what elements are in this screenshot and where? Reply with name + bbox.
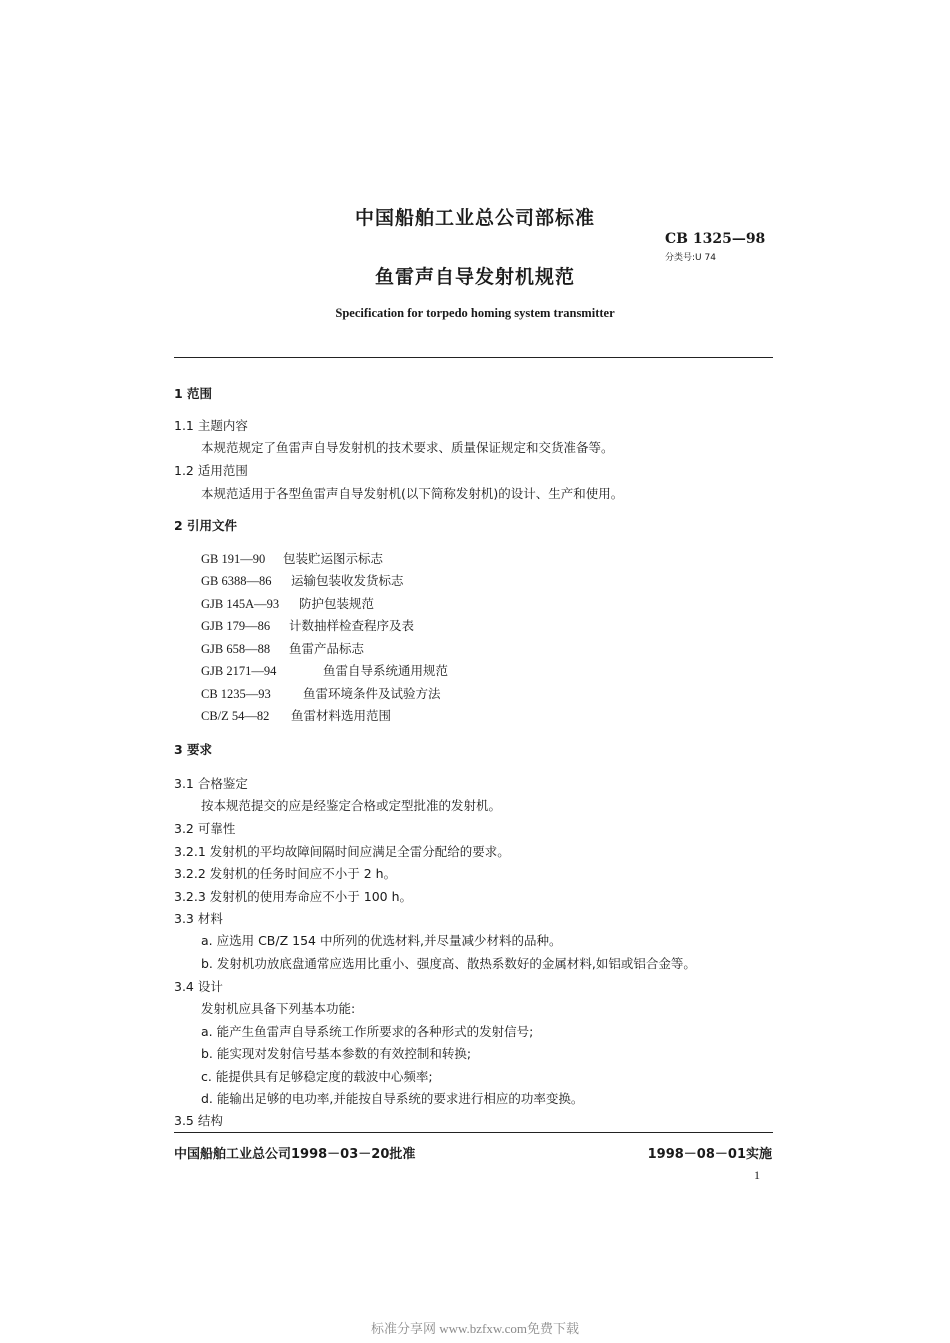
section-1-heading: 1 范围 [174, 386, 213, 401]
footer-divider [174, 1132, 773, 1133]
reference-title: 包装贮运图示标志 [283, 551, 384, 566]
reference-title: 鱼雷材料选用范围 [291, 708, 392, 723]
section-3-2-heading: 3.2 可靠性 [174, 821, 236, 836]
page-number: 1 [754, 1168, 760, 1182]
issuing-organization: 中国船舶工业总公司部标准 [354, 207, 595, 229]
reference-item [201, 618, 414, 634]
effective-date: 1998－08－01实施 [647, 1147, 772, 1162]
reference-item [201, 641, 364, 657]
section-3-heading: 3 要求 [174, 742, 213, 757]
reference-code: GB 6388—86 [201, 574, 272, 588]
classification-number: 分类号:U 74 [665, 253, 716, 263]
section-3-1-text: 按本规范提交的应是经鉴定合格或定型批准的发射机。 [201, 798, 502, 813]
section-3-2-1: 3.2.1 发射机的平均故障间隔时间应满足全雷分配给的要求。 [174, 844, 510, 859]
section-3-4-heading: 3.4 设计 [174, 979, 223, 994]
section-3-5-heading: 3.5 结构 [174, 1113, 223, 1128]
header-divider [174, 357, 773, 358]
reference-code: GJB 179—86 [201, 619, 271, 633]
reference-title: 鱼雷产品标志 [289, 641, 365, 656]
reference-title: 防护包装规范 [299, 596, 375, 611]
section-3-4-item-b: b. 能实现对发射信号基本参数的有效控制和转换; [201, 1046, 472, 1061]
standard-code: CB 1325—98 [665, 231, 766, 247]
section-3-1-heading: 3.1 合格鉴定 [174, 776, 248, 791]
section-1-2-heading: 1.2 适用范围 [174, 463, 248, 478]
section-3-4-item-c: c. 能提供具有足够稳定度的载波中心频率; [201, 1069, 433, 1084]
reference-code: CB/Z 54—82 [201, 709, 270, 723]
reference-item [201, 663, 448, 679]
section-3-2-3: 3.2.3 发射机的使用寿命应不小于 100 h。 [174, 889, 413, 904]
document-subtitle: Specification for torpedo homing system transmitter [335, 306, 615, 320]
section-3-4-intro: 发射机应具备下列基本功能: [201, 1001, 356, 1016]
reference-title: 鱼雷自导系统通用规范 [323, 663, 449, 678]
reference-title: 鱼雷环境条件及试验方法 [303, 686, 441, 701]
section-3-3-item-a: a. 应选用 CB/Z 154 中所列的优选材料,并尽量减少材料的品种。 [201, 933, 562, 948]
section-3-3-item-b: b. 发射机功放底盘通常应选用比重小、强度高、散热系数好的金属材料,如铝或铝合金等。 [201, 956, 696, 971]
reference-item [201, 551, 383, 567]
section-3-2-2: 3.2.2 发射机的任务时间应不小于 2 h。 [174, 866, 397, 881]
section-1-1-text: 本规范规定了鱼雷声自导发射机的技术要求、质量保证规定和交货准备等。 [201, 440, 614, 455]
reference-code: GB 191—90 [201, 552, 266, 566]
reference-item [201, 708, 391, 724]
reference-code: GJB 145A—93 [201, 597, 280, 611]
reference-code: GJB 658—88 [201, 642, 271, 656]
section-3-4-item-d: d. 能输出足够的电功率,并能按自导系统的要求进行相应的功率变换。 [201, 1091, 584, 1106]
reference-item [201, 573, 404, 589]
section-3-3-heading: 3.3 材料 [174, 911, 223, 926]
reference-title: 计数抽样检查程序及表 [289, 618, 415, 633]
reference-code: GJB 2171—94 [201, 664, 277, 678]
reference-item [201, 686, 441, 702]
section-1-1-heading: 1.1 主题内容 [174, 418, 248, 433]
section-3-4-item-a: a. 能产生鱼雷声自导系统工作所要求的各种形式的发射信号; [201, 1024, 534, 1039]
watermark-text: 标准分享网 www.bzfxw.com免费下载 [370, 1321, 580, 1336]
section-1-2-text: 本规范适用于各型鱼雷声自导发射机(以下简称发射机)的设计、生产和使用。 [201, 486, 624, 501]
section-2-heading: 2 引用文件 [174, 518, 238, 533]
document-title: 鱼雷声自导发射机规范 [374, 266, 575, 288]
approval-date: 中国船舶工业总公司1998－03－20批准 [174, 1147, 416, 1162]
reference-item [201, 596, 374, 612]
reference-title: 运输包装收发货标志 [291, 573, 404, 588]
reference-code: CB 1235—93 [201, 687, 271, 701]
